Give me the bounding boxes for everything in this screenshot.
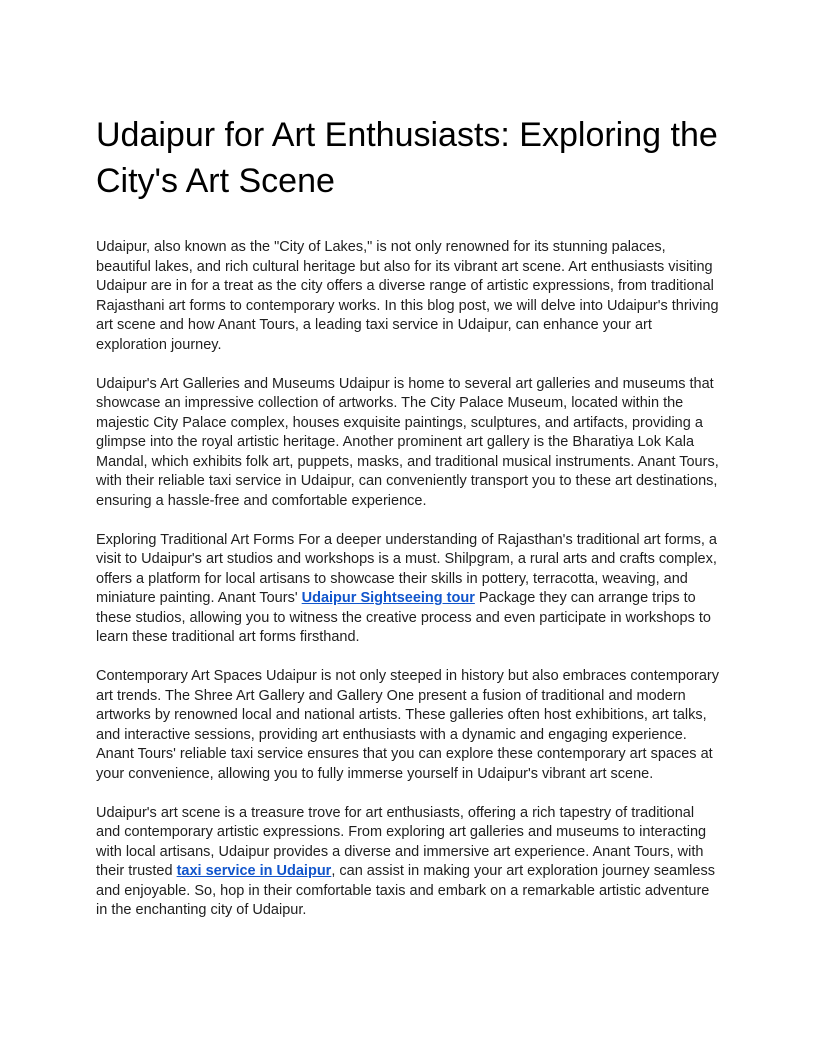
- taxi-service-in-udaipur-link[interactable]: taxi service in Udaipur: [176, 863, 332, 879]
- paragraph-text-after-link: Package they can arrange trips to these studios, allowing you to witness the creative process and even participate in workshops to learn these traditional art forms firsthand.: [96, 590, 711, 645]
- document-page: [96, 112, 722, 940]
- paragraph-contemporary-art: Contemporary Art Spaces Udaipur is not only steeped in history but also embraces contemporary art trends. The Shree Art Gallery and Gallery One present a fusion of traditional and modern artworks by renowned local and national artists. These galleries often host exhibitions, art talks, and interactive sessions, providing art enthusiasts with a dynamic and engaging experience. Anant Tours' reliable taxi service ensures that you can explore these contemporary art spaces at your convenience, allowing you to fully immerse yourself in Udaipur's vibrant art scene.: [96, 668, 720, 782]
- udaipur-sightseeing-tour-link[interactable]: Udaipur Sightseeing tour: [301, 590, 475, 606]
- paragraph-traditional-art-forms: [96, 531, 722, 648]
- paragraph-text-before-link: Exploring Traditional Art Forms For a deeper understanding of Rajasthan's traditional art forms, a visit to Udaipur's art studios and workshops is a must. Shilpgram, a rural arts and crafts complex, offers a platform for local artisans to showcase their skills in pottery, terracotta, weaving, and miniature painting. Anant Tours': [96, 531, 717, 606]
- page-title: Udaipur for Art Enthusiasts: Exploring the City's Art Scene: [96, 116, 718, 200]
- paragraph-intro: Udaipur, also known as the "City of Lakes," is not only renowned for its stunning palaces, beautiful lakes, and rich cultural heritage but also for its vibrant art scene. Art enthusiasts visiting Udaipur are in for a treat as the city offers a diverse range of artistic expressions, from traditional Rajasthani art forms to contemporary works. In this blog post, we will delve into Udaipur's thriving art scene and how Anant Tours, a leading taxi service in Udaipur, can enhance your art exploration journey.: [96, 239, 719, 353]
- paragraph-text-after-link: , can assist in making your art exploration journey seamless and enjoyable. So, hop in their comfortable taxis and embark on a remarkable artistic adventure in the enchanting city of Udaipur.: [96, 863, 715, 918]
- document-body: [96, 238, 722, 921]
- paragraph-galleries-museums: Udaipur's Art Galleries and Museums Udaipur is home to several art galleries and museums that showcase an impressive collection of artworks. The City Palace Museum, located within the majestic City Palace complex, houses exquisite paintings, sculptures, and artifacts, providing a glimpse into the royal artistic heritage. Another prominent art gallery is the Bharatiya Lok Kala Mandal, which exhibits folk art, puppets, masks, and traditional musical instruments. Anant Tours, with their reliable taxi service in Udaipur, can conveniently transport you to these art destinations, ensuring a hassle-free and comfortable experience.: [96, 375, 719, 509]
- paragraph-text-before-link: Udaipur's art scene is a treasure trove for art enthusiasts, offering a rich tapestry of traditional and contemporary artistic expressions. From exploring art galleries and museums to interacting with local artisans, Udaipur provides a diverse and immersive art experience. Anant Tours, with their trusted: [96, 804, 707, 879]
- paragraph-conclusion: [96, 804, 722, 921]
